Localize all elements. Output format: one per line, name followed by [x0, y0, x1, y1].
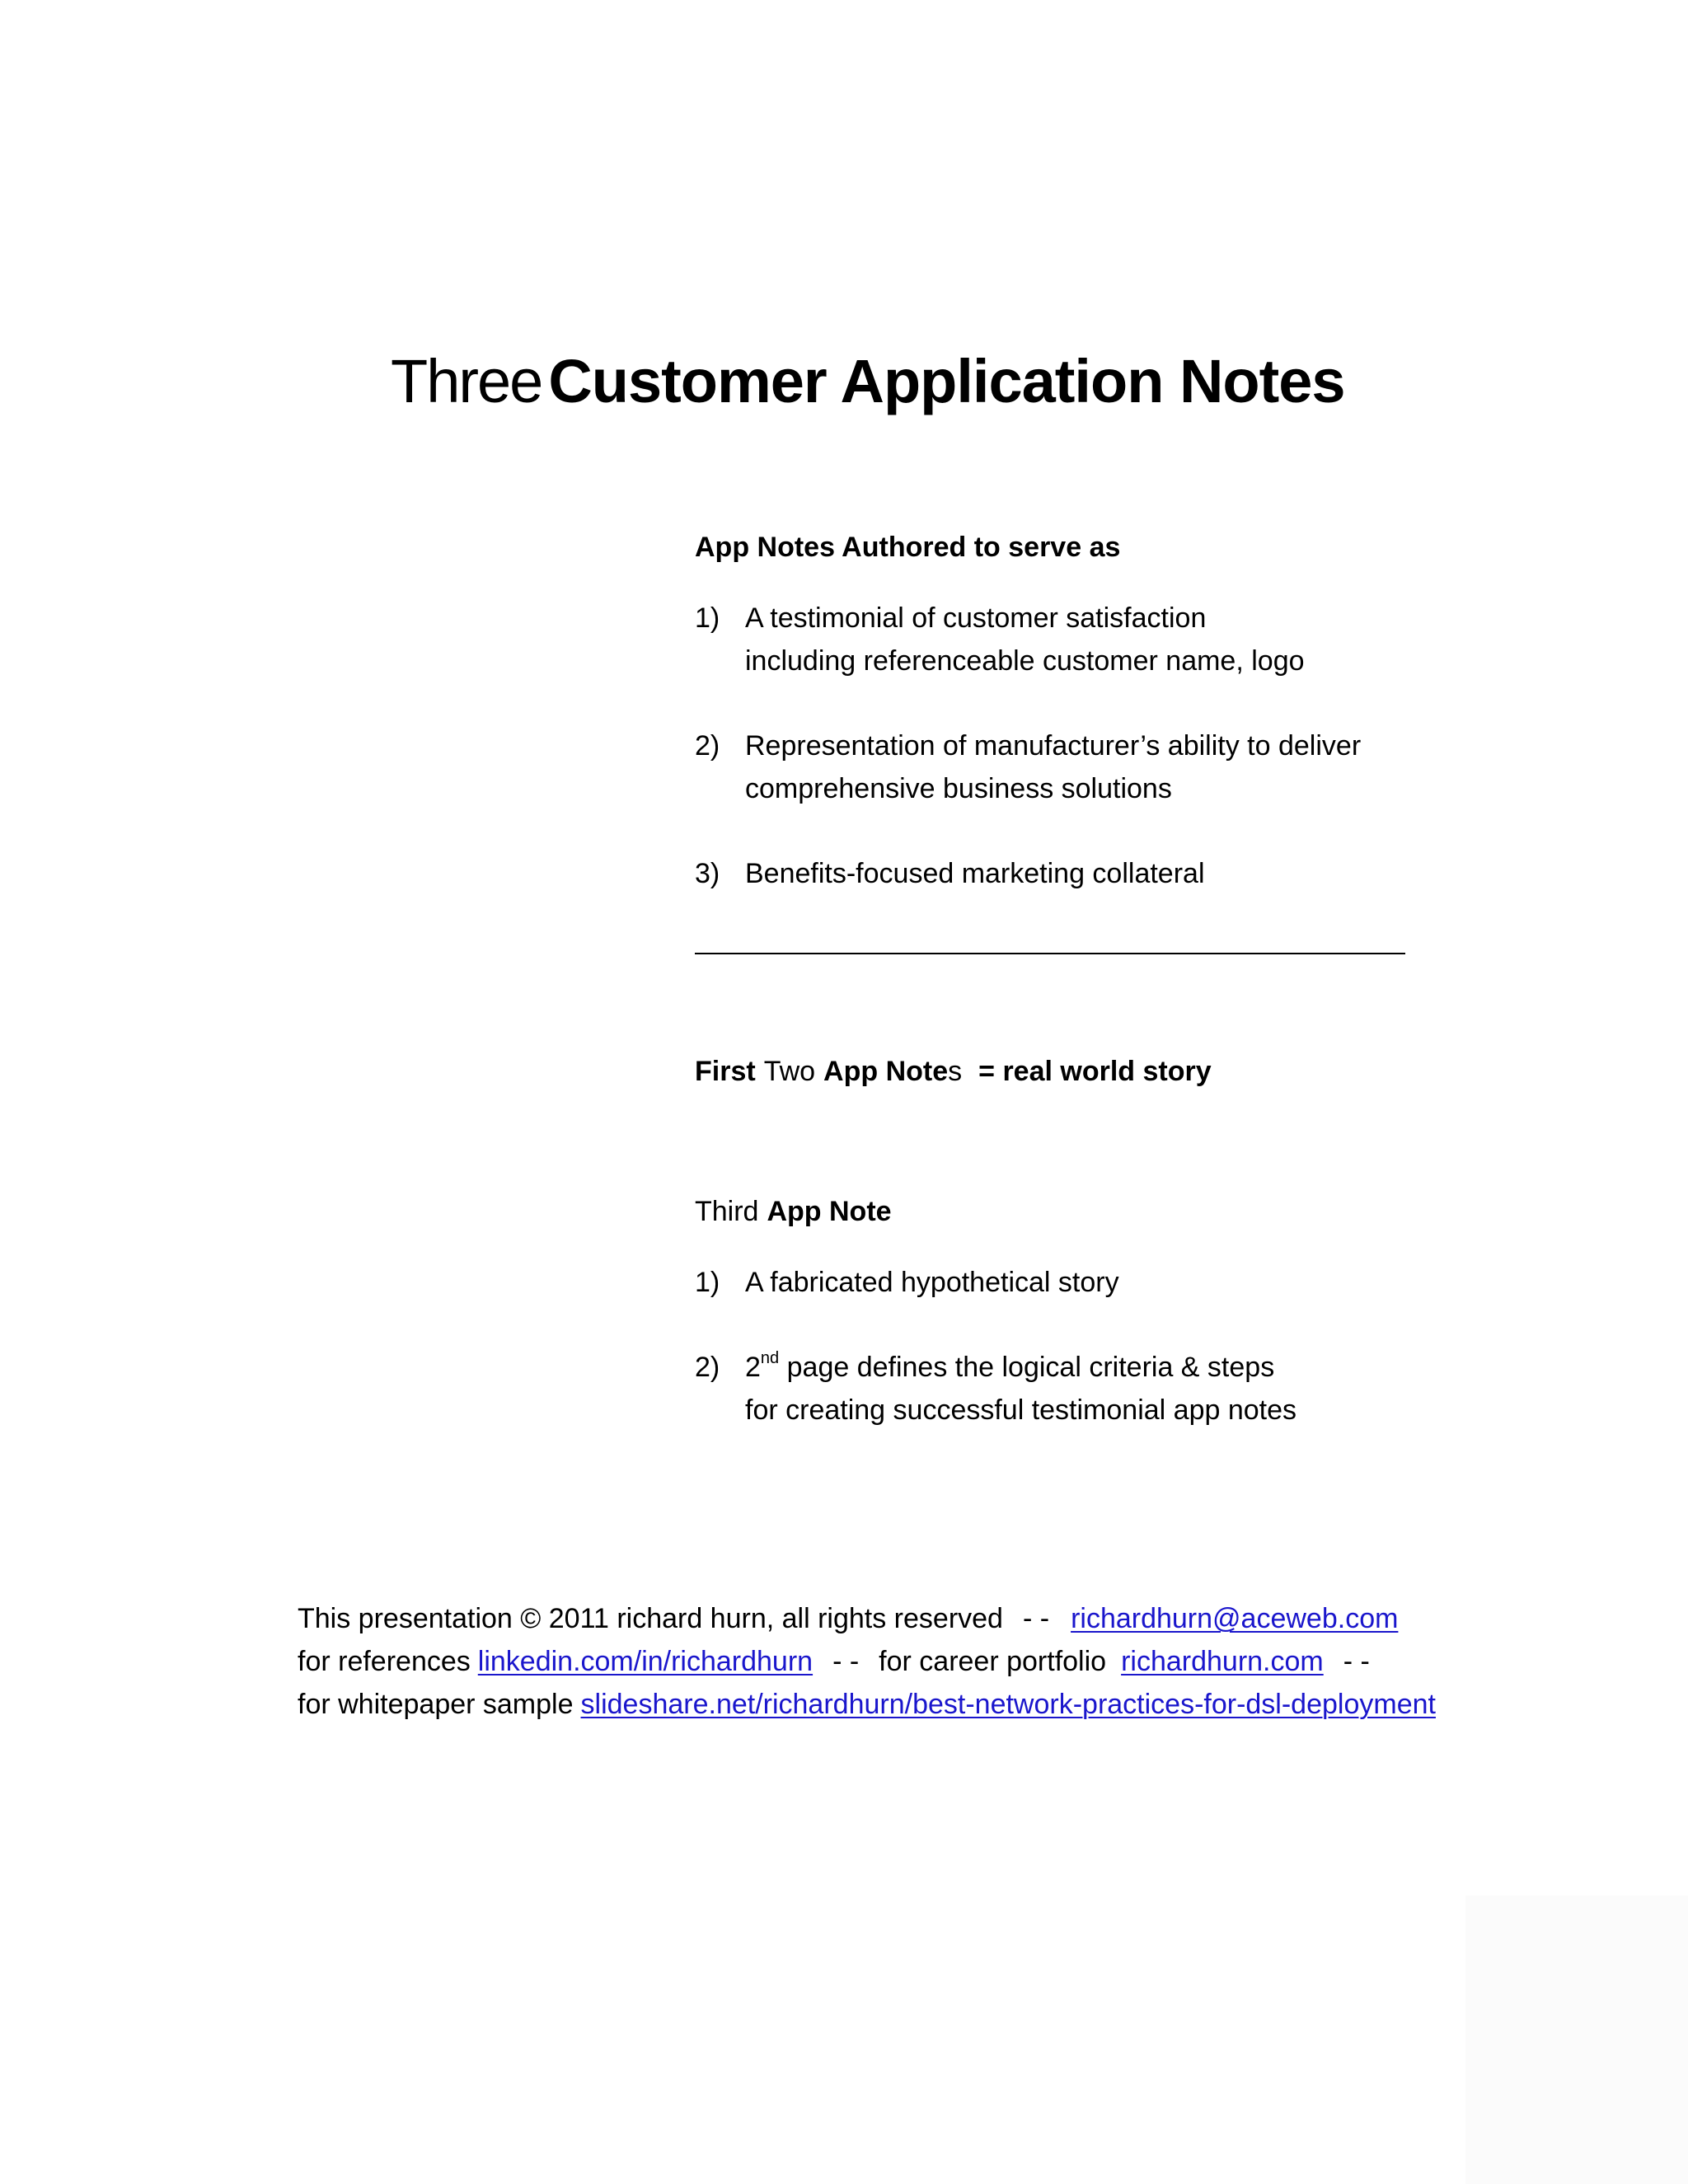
- portfolio-link[interactable]: richardhurn.com: [1121, 1646, 1324, 1677]
- list-item-line1: Benefits-focused marketing collateral: [745, 858, 1205, 889]
- slideshare-link[interactable]: slideshare.net/richardhurn/best-network-practices-for-dsl-deployment: [580, 1689, 1436, 1720]
- career-portfolio-text: for career portfolio: [879, 1646, 1107, 1677]
- list-item-number: 1): [695, 1267, 720, 1298]
- list-item-number: 3): [695, 858, 720, 889]
- list-item-line1: page defines the logical criteria & steps: [786, 1352, 1275, 1383]
- list-item-line1: Representation of manufacturer’s ability to deliver: [745, 730, 1362, 762]
- section2-app-note: App Note: [823, 1056, 949, 1087]
- ordinal-suffix: nd: [760, 1348, 780, 1367]
- list-item-line2: for creating successful testimonial app notes: [745, 1394, 1297, 1426]
- divider-line: [695, 953, 1405, 954]
- list-item-number: 1): [695, 602, 720, 634]
- section2-heading: [695, 1053, 1519, 1090]
- separator: - -: [832, 1646, 860, 1677]
- list-item-text: [745, 1346, 1296, 1432]
- separator: - -: [1343, 1646, 1370, 1677]
- list-item-line2: comprehensive business solutions: [745, 773, 1172, 804]
- footer-line-2: [298, 1640, 1658, 1683]
- list-item-line1: A testimonial of customer satisfaction: [745, 602, 1207, 634]
- section3-third: Third: [695, 1196, 759, 1227]
- section2-two: Two: [763, 1056, 816, 1087]
- title-rest: Customer Application Notes: [548, 347, 1345, 415]
- references-text: for references: [298, 1646, 471, 1677]
- page-edge-shade: [1465, 1896, 1688, 2184]
- footer-line-3: [298, 1683, 1658, 1726]
- list-item-line1: A fabricated hypothetical story: [745, 1267, 1119, 1298]
- ordinal-number: 2: [745, 1352, 761, 1383]
- section1-heading: App Notes Authored to serve as: [695, 532, 1121, 563]
- section3-heading: [695, 1193, 1519, 1230]
- footer-contact: [298, 1597, 1658, 1726]
- list-item-text: [745, 852, 1205, 895]
- copyright-text: This presentation © 2011 richard hurn, all rights reserved: [298, 1603, 1003, 1634]
- footer-line-1: [298, 1597, 1658, 1640]
- list-item-number: 2): [695, 1352, 720, 1383]
- section3-app-note: App Note: [767, 1196, 892, 1227]
- list-item-number: 2): [695, 730, 720, 762]
- email-link[interactable]: richardhurn@aceweb.com: [1071, 1603, 1399, 1634]
- section2-real-world-story: = real world story: [978, 1056, 1212, 1087]
- title-word-three: Three: [391, 347, 542, 415]
- list-item-text: [745, 597, 1305, 682]
- linkedin-link[interactable]: linkedin.com/in/richardhurn: [477, 1646, 814, 1677]
- section2-first: First: [695, 1056, 756, 1087]
- list-item-text: [745, 1261, 1119, 1304]
- list-item-text: [745, 724, 1361, 810]
- page-title: [391, 344, 1462, 419]
- list-item-line2: including referenceable customer name, logo: [745, 645, 1305, 677]
- whitepaper-text: for whitepaper sample: [298, 1689, 574, 1720]
- separator: - -: [1022, 1603, 1050, 1634]
- section2-plural-s: s: [948, 1056, 963, 1087]
